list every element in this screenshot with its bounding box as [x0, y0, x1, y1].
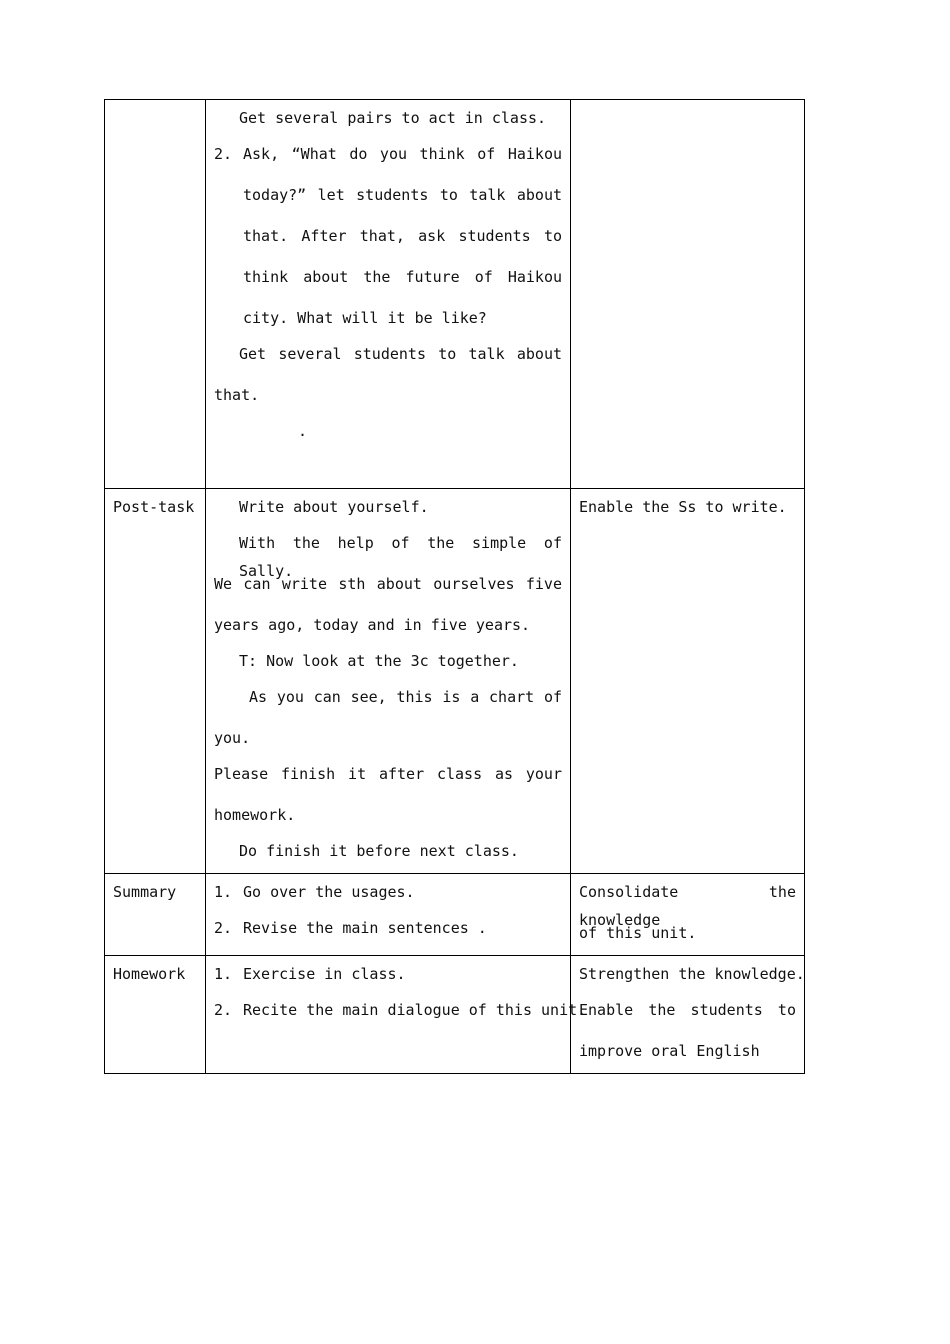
- procedure-cell: [206, 100, 571, 489]
- text-line: Strengthen the knowledge.: [579, 965, 805, 983]
- text-line: homework.: [214, 806, 296, 824]
- purpose-cell: [571, 100, 805, 489]
- table-row: [105, 956, 805, 1074]
- procedure-cell: [206, 874, 571, 956]
- text-line: Exercise in class.: [243, 965, 406, 983]
- table-row: [105, 489, 805, 874]
- text-line: that.: [214, 386, 260, 404]
- text-line: As you can see, this is a chart of: [249, 688, 562, 706]
- numbered-item: [214, 140, 562, 340]
- text-line: Ask, “What do you think of Haikou: [243, 145, 562, 163]
- text-line: Recite the main dialogue of this unit.: [243, 1001, 587, 1019]
- item-number: 2.: [214, 1001, 233, 1019]
- numbered-item: [214, 914, 562, 950]
- text-line: improve oral English: [579, 1042, 760, 1060]
- item-number: 2.: [214, 145, 233, 163]
- text-line: Consolidate the knowledge: [579, 883, 796, 929]
- text-line: today?” let students to talk about: [243, 186, 562, 204]
- item-number: 1.: [214, 965, 233, 983]
- text-line: Write about yourself.: [239, 498, 429, 516]
- text-line: Please finish it after class as your: [214, 765, 562, 783]
- purpose-cell: [571, 956, 805, 1074]
- text-line: With the help of the simple of Sally.: [239, 534, 562, 580]
- lesson-plan-table: [104, 99, 805, 1074]
- stage-cell: Post-task: [105, 489, 206, 874]
- numbered-item: [214, 878, 562, 914]
- numbered-item: [214, 996, 587, 1032]
- stage-cell: [105, 100, 206, 489]
- text-line: years ago, today and in five years.: [214, 616, 531, 634]
- text-line: Go over the usages.: [243, 883, 415, 901]
- procedure-cell: [206, 956, 587, 1074]
- stage-cell: Homework: [105, 956, 206, 1074]
- procedure-cell: [206, 489, 571, 874]
- item-number: 2.: [214, 919, 233, 937]
- table-row: [105, 100, 805, 489]
- stage-cell: Summary: [105, 874, 206, 956]
- purpose-cell: [571, 489, 805, 874]
- text-line: Revise the main sentences .: [243, 919, 487, 937]
- text-line: that. After that, ask students to: [243, 227, 562, 245]
- numbered-item: [214, 960, 562, 996]
- text-line: of this unit.: [579, 924, 697, 942]
- text-line: think about the future of Haikou: [243, 268, 562, 286]
- table-row: [105, 874, 805, 956]
- text-line: Enable the students to: [579, 1001, 796, 1019]
- text-line: T: Now look at the 3c together.: [239, 652, 519, 670]
- text-line: you.: [214, 729, 251, 747]
- text-line: Do finish it before next class.: [239, 842, 519, 860]
- text-line: city. What will it be like?: [243, 309, 487, 327]
- text-line: We can write sth about ourselves five: [214, 575, 562, 593]
- purpose-cell: [571, 874, 805, 956]
- item-number: 1.: [214, 883, 233, 901]
- text-line: Enable the Ss to write.: [579, 498, 787, 516]
- text-line: .: [298, 422, 308, 440]
- text-line: Get several pairs to act in class.: [239, 109, 547, 127]
- text-line: Get several students to talk about: [239, 345, 562, 363]
